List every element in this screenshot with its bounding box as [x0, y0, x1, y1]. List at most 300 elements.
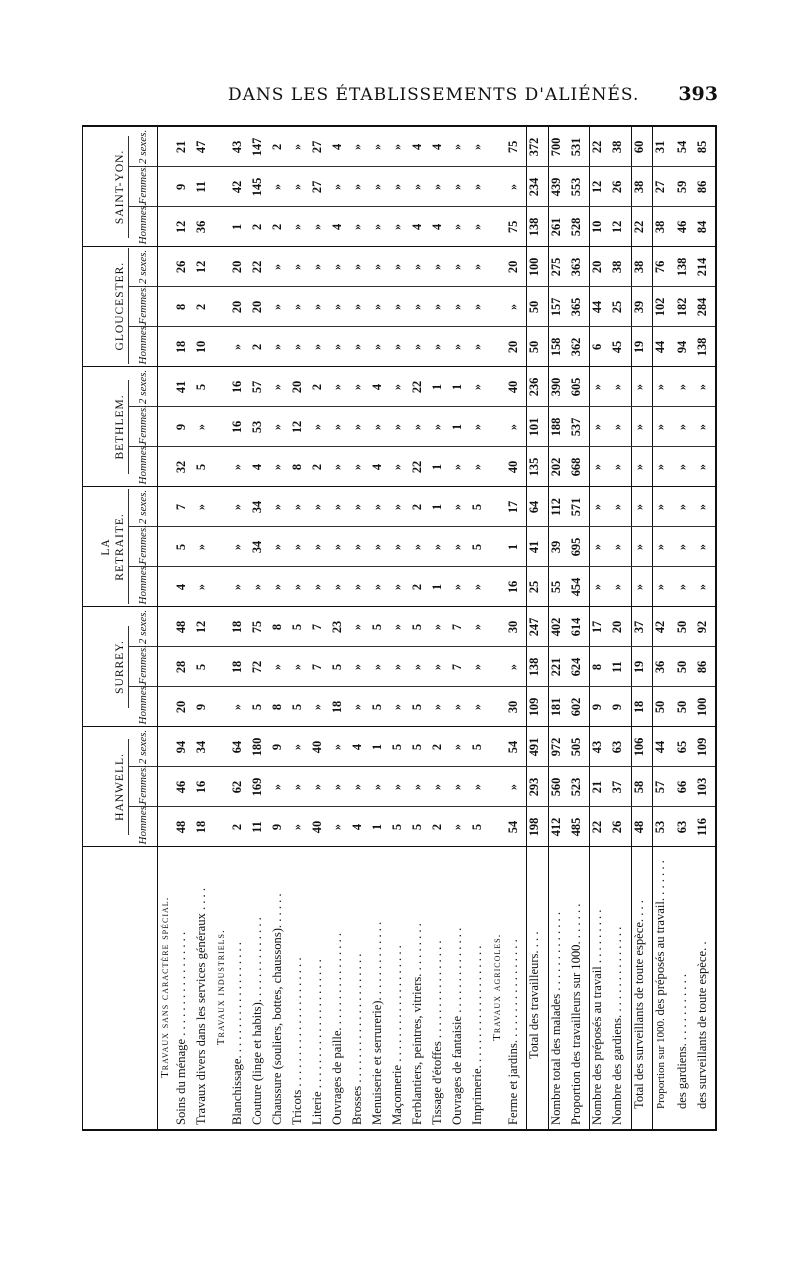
table-row	[470, 127, 490, 1129]
value-cell: 48	[174, 607, 194, 647]
value-cell: 972	[548, 727, 569, 767]
value-cell: 5	[250, 687, 270, 727]
value-cell: 12	[590, 167, 611, 207]
subheader-cell: Hommes.	[129, 207, 158, 247]
value-cell: 106	[631, 727, 652, 767]
value-cell: 19	[631, 647, 652, 687]
value-cell: 76	[653, 247, 675, 287]
value-cell: »	[450, 727, 470, 767]
value-cell: 8	[270, 607, 290, 647]
value-cell: 42	[230, 167, 250, 207]
value-cell: »	[310, 687, 330, 727]
value-cell: 27	[310, 167, 330, 207]
value-cell: »	[470, 567, 490, 607]
empty-cell	[490, 807, 506, 847]
table-row	[506, 127, 527, 1129]
empty-cell	[214, 247, 230, 287]
subheader-cell: 2 sexes.	[129, 727, 158, 767]
value-cell: »	[370, 287, 390, 327]
value-cell: 412	[548, 807, 569, 847]
value-cell: »	[290, 807, 310, 847]
empty-cell	[158, 127, 175, 167]
value-cell: 38	[631, 167, 652, 207]
value-cell: 8	[290, 447, 310, 487]
value-cell: 402	[548, 607, 569, 647]
subheader-cell: Hommes.	[129, 687, 158, 727]
value-cell: 275	[548, 247, 569, 287]
value-cell: 58	[631, 767, 652, 807]
value-cell: 26	[610, 807, 631, 847]
value-cell: 147	[250, 127, 270, 167]
proportion-group-label: Proportion sur 1000.	[655, 1015, 668, 1109]
value-cell: »	[390, 607, 410, 647]
value-cell: 38	[653, 207, 675, 247]
value-cell: »	[330, 767, 350, 807]
empty-cell	[490, 127, 506, 167]
value-cell: 198	[527, 807, 548, 847]
value-cell: 50	[527, 287, 548, 327]
value-cell: 624	[569, 647, 590, 687]
table-row	[270, 127, 290, 1129]
value-cell: 11	[250, 807, 270, 847]
value-cell: »	[330, 247, 350, 287]
page-number: 393	[678, 83, 718, 105]
value-cell: 18	[330, 687, 350, 727]
value-cell: »	[350, 247, 370, 287]
value-cell: »	[610, 407, 631, 447]
value-cell: »	[430, 247, 450, 287]
table-row	[194, 127, 214, 1129]
value-cell: 4	[350, 807, 370, 847]
value-cell: »	[370, 567, 390, 607]
subheader-cell: Hommes.	[129, 807, 158, 847]
value-cell: »	[370, 247, 390, 287]
value-cell: »	[450, 327, 470, 367]
empty-cell	[158, 207, 175, 247]
value-cell: 32	[174, 447, 194, 487]
value-cell: »	[410, 527, 430, 567]
table-row	[653, 127, 675, 1129]
value-cell: »	[430, 687, 450, 727]
row-label: Ouvrages de paille. . . . . . . . . . . . . . . .	[330, 847, 350, 1129]
empty-cell	[214, 327, 230, 367]
subheader-cell: 2 sexes.	[129, 367, 158, 407]
value-cell: 7	[310, 647, 330, 687]
value-cell: 390	[548, 367, 569, 407]
value-cell: »	[290, 207, 310, 247]
value-cell: »	[350, 527, 370, 567]
value-cell: 50	[675, 687, 695, 727]
value-cell: 5	[470, 527, 490, 567]
value-cell: 9	[590, 687, 611, 727]
value-cell: »	[270, 767, 290, 807]
value-cell: 5	[194, 447, 214, 487]
value-cell: »	[350, 167, 370, 207]
value-cell: 103	[695, 767, 715, 807]
value-cell: 454	[569, 567, 590, 607]
inst-header-bethlem: BETHLEM.	[83, 367, 129, 487]
value-cell: 4	[430, 127, 450, 167]
row-label: Tissage d'étoffes . . . . . . . . . . . . . . . .	[430, 847, 450, 1129]
value-cell: »	[450, 167, 470, 207]
value-cell: »	[675, 447, 695, 487]
value-cell: »	[675, 407, 695, 447]
value-cell: 491	[527, 727, 548, 767]
value-cell: »	[390, 167, 410, 207]
value-cell: 4	[174, 567, 194, 607]
empty-cell	[214, 527, 230, 567]
value-cell: 100	[527, 247, 548, 287]
value-cell: 614	[569, 607, 590, 647]
value-cell: 47	[194, 127, 214, 167]
value-cell: »	[310, 247, 330, 287]
value-cell: 109	[695, 727, 715, 767]
empty-cell	[158, 407, 175, 447]
value-cell: 5	[290, 687, 310, 727]
value-cell: 2	[270, 127, 290, 167]
value-cell: 40	[506, 447, 527, 487]
workers-statistics-table	[83, 126, 715, 1129]
table-row	[675, 127, 695, 1129]
empty-cell	[158, 807, 175, 847]
value-cell: 34	[250, 527, 270, 567]
value-cell: 1	[430, 487, 450, 527]
value-cell: 54	[506, 807, 527, 847]
value-cell: 1	[370, 727, 390, 767]
value-cell: 59	[675, 167, 695, 207]
value-cell: 34	[250, 487, 270, 527]
value-cell: »	[430, 647, 450, 687]
corner-cell	[83, 847, 158, 1129]
value-cell: 57	[250, 367, 270, 407]
value-cell: »	[470, 687, 490, 727]
value-cell: »	[370, 767, 390, 807]
value-cell: »	[330, 567, 350, 607]
value-cell: 50	[653, 687, 675, 727]
value-cell: »	[270, 527, 290, 567]
table-row	[230, 127, 250, 1129]
empty-cell	[490, 207, 506, 247]
value-cell: 2	[430, 727, 450, 767]
value-cell: 236	[527, 367, 548, 407]
row-label: Total des travailleurs. . . .	[527, 847, 548, 1129]
value-cell: 234	[527, 167, 548, 207]
empty-cell	[490, 767, 506, 807]
value-cell: »	[410, 247, 430, 287]
value-cell: »	[610, 567, 631, 607]
value-cell: 4	[430, 207, 450, 247]
row-label: Couture (linge et habits). . . . . . . . . . . . . .	[250, 847, 270, 1129]
value-cell: 26	[610, 167, 631, 207]
row-label: Total des surveillants de toute espèce. . . .	[631, 847, 652, 1129]
value-cell: »	[290, 287, 310, 327]
value-cell: 9	[610, 687, 631, 727]
value-cell: 5	[290, 607, 310, 647]
value-cell: 1	[506, 527, 527, 567]
value-cell: »	[390, 247, 410, 287]
value-cell: »	[310, 487, 330, 527]
value-cell: 22	[410, 447, 430, 487]
empty-cell	[214, 807, 230, 847]
value-cell: »	[631, 447, 652, 487]
value-cell: 5	[194, 647, 214, 687]
value-cell: 12	[194, 247, 214, 287]
value-cell: 8	[270, 687, 290, 727]
value-cell: 30	[506, 607, 527, 647]
value-cell: 528	[569, 207, 590, 247]
value-cell: 23	[330, 607, 350, 647]
table-row	[350, 127, 370, 1129]
inst-header-surrey: SURREY.	[83, 607, 129, 727]
empty-cell	[490, 367, 506, 407]
value-cell: 571	[569, 487, 590, 527]
table-row	[695, 127, 715, 1129]
value-cell: 28	[174, 647, 194, 687]
value-cell: »	[430, 167, 450, 207]
value-cell: 18	[631, 687, 652, 727]
value-cell: 20	[506, 247, 527, 287]
value-cell: »	[350, 687, 370, 727]
value-cell: 138	[527, 207, 548, 247]
value-cell: »	[590, 407, 611, 447]
value-cell: »	[631, 527, 652, 567]
value-cell: 439	[548, 167, 569, 207]
value-cell: »	[675, 527, 695, 567]
empty-cell	[490, 727, 506, 767]
value-cell: 64	[230, 727, 250, 767]
value-cell: 1	[450, 407, 470, 447]
section-agricoles-row	[490, 127, 506, 1129]
value-cell: 188	[548, 407, 569, 447]
value-cell: 605	[569, 367, 590, 407]
value-cell: 72	[250, 647, 270, 687]
value-cell: »	[350, 407, 370, 447]
value-cell: 66	[675, 767, 695, 807]
value-cell: »	[390, 567, 410, 607]
value-cell: »	[430, 327, 450, 367]
value-cell: »	[370, 487, 390, 527]
value-cell: »	[310, 207, 330, 247]
table-row	[330, 127, 350, 1129]
value-cell: »	[590, 527, 611, 567]
value-cell: »	[631, 407, 652, 447]
value-cell: 17	[590, 607, 611, 647]
value-cell: »	[430, 287, 450, 327]
value-cell: »	[194, 487, 214, 527]
value-cell: »	[350, 287, 370, 327]
empty-cell	[158, 527, 175, 567]
value-cell: »	[450, 807, 470, 847]
value-cell: 19	[631, 327, 652, 367]
value-cell: »	[310, 327, 330, 367]
value-cell: »	[390, 407, 410, 447]
value-cell: 4	[330, 127, 350, 167]
value-cell: 62	[230, 767, 250, 807]
empty-cell	[214, 687, 230, 727]
value-cell: 16	[230, 407, 250, 447]
table-row	[527, 127, 548, 1129]
row-label: Nombre des gardiens. . . . . . . . . . . . . . .	[610, 847, 631, 1129]
value-cell: »	[330, 807, 350, 847]
table-body	[158, 127, 716, 1129]
running-title: DANS LES ÉTABLISSEMENTS D'ALIÉNÉS.	[228, 85, 640, 105]
value-cell: »	[270, 447, 290, 487]
row-label: Nombre total des malades . . . . . . . . . . . . .	[548, 847, 569, 1129]
empty-cell	[214, 767, 230, 807]
value-cell: 138	[695, 327, 715, 367]
value-cell: 7	[450, 607, 470, 647]
empty-cell	[214, 487, 230, 527]
value-cell: »	[390, 367, 410, 407]
value-cell: 145	[250, 167, 270, 207]
row-label: Travaux divers dans les services généraux . . . .	[194, 847, 214, 1129]
value-cell: 5	[194, 367, 214, 407]
value-cell: 138	[675, 247, 695, 287]
value-cell: »	[310, 527, 330, 567]
value-cell: »	[450, 567, 470, 607]
value-cell: »	[610, 367, 631, 407]
value-cell: 65	[675, 727, 695, 767]
value-cell: »	[270, 567, 290, 607]
value-cell: »	[390, 287, 410, 327]
value-cell: 5	[330, 647, 350, 687]
value-cell: »	[506, 407, 527, 447]
subheader-cell: 2 sexes.	[129, 487, 158, 527]
value-cell: »	[450, 487, 470, 527]
statistics-table-frame	[82, 125, 717, 1131]
value-cell: 84	[695, 207, 715, 247]
empty-cell	[158, 327, 175, 367]
section-industriels-row	[214, 127, 230, 1129]
value-cell: »	[653, 407, 675, 447]
value-cell: »	[470, 127, 490, 167]
value-cell: 2	[194, 287, 214, 327]
empty-cell	[214, 447, 230, 487]
empty-cell	[158, 567, 175, 607]
value-cell: »	[310, 407, 330, 447]
value-cell: »	[590, 447, 611, 487]
value-cell: »	[653, 567, 675, 607]
value-cell: 92	[695, 607, 715, 647]
empty-cell	[214, 607, 230, 647]
value-cell: 27	[310, 127, 330, 167]
value-cell: »	[450, 687, 470, 727]
value-cell: »	[330, 367, 350, 407]
value-cell: »	[506, 287, 527, 327]
value-cell: 36	[194, 207, 214, 247]
value-cell: 202	[548, 447, 569, 487]
value-cell: »	[350, 327, 370, 367]
value-cell: 8	[590, 647, 611, 687]
empty-cell	[214, 727, 230, 767]
value-cell: 4	[250, 447, 270, 487]
empty-cell	[490, 567, 506, 607]
value-cell: 44	[590, 287, 611, 327]
value-cell: 7	[174, 487, 194, 527]
value-cell: »	[230, 567, 250, 607]
value-cell: 247	[527, 607, 548, 647]
value-cell: 4	[370, 367, 390, 407]
value-cell: 2	[310, 447, 330, 487]
value-cell: 5	[390, 727, 410, 767]
value-cell: »	[390, 207, 410, 247]
value-cell: 9	[174, 167, 194, 207]
value-cell: 284	[695, 287, 715, 327]
subheader-cell: 2 sexes.	[129, 247, 158, 287]
row-label: Ferblantiers, peintres, vitriers. . . . . . . . .	[410, 847, 430, 1129]
value-cell: »	[470, 247, 490, 287]
row-label: Chaussure (souliers, bottes, chaussons). . . . . .	[270, 847, 290, 1129]
value-cell: »	[470, 647, 490, 687]
empty-cell	[158, 647, 175, 687]
subheader-cell: Hommes.	[129, 447, 158, 487]
row-label: Proportion des travailleurs sur 1000. . . . . . .	[569, 847, 590, 1129]
row-label: Ferme et jardins. . . . . . . . . . . . . . . . .	[506, 847, 527, 1129]
value-cell: 11	[194, 167, 214, 207]
value-cell: 45	[610, 327, 631, 367]
empty-cell	[214, 127, 230, 167]
value-cell: 94	[174, 727, 194, 767]
inst-header-la-retraite: LA RETRAITE.	[83, 487, 129, 607]
value-cell: 12	[174, 207, 194, 247]
value-cell: 57	[653, 767, 675, 807]
value-cell: »	[290, 247, 310, 287]
value-cell: 50	[675, 607, 695, 647]
value-cell: »	[675, 487, 695, 527]
value-cell: 8	[174, 287, 194, 327]
value-cell: »	[590, 487, 611, 527]
value-cell: »	[631, 567, 652, 607]
value-cell: »	[350, 767, 370, 807]
subheader-cell: 2 sexes.	[129, 127, 158, 167]
value-cell: »	[230, 527, 250, 567]
value-cell: 169	[250, 767, 270, 807]
value-cell: 9	[270, 807, 290, 847]
inst-header-hanwell: HANWELL.	[83, 727, 129, 847]
value-cell: »	[610, 487, 631, 527]
value-cell: »	[270, 327, 290, 367]
value-cell: »	[370, 647, 390, 687]
value-cell: »	[695, 567, 715, 607]
value-cell: 5	[370, 607, 390, 647]
subheader-cell: Femmes.	[129, 647, 158, 687]
value-cell: 4	[330, 207, 350, 247]
value-cell: 42	[653, 607, 675, 647]
empty-cell	[214, 167, 230, 207]
value-cell: 221	[548, 647, 569, 687]
value-cell: »	[470, 607, 490, 647]
empty-cell	[158, 287, 175, 327]
value-cell: 5	[410, 727, 430, 767]
value-cell: »	[470, 167, 490, 207]
value-cell: »	[470, 367, 490, 407]
empty-cell	[214, 567, 230, 607]
value-cell: »	[290, 487, 310, 527]
value-cell: 5	[410, 607, 430, 647]
value-cell: »	[390, 647, 410, 687]
value-cell: »	[695, 527, 715, 567]
value-cell: »	[506, 167, 527, 207]
value-cell: »	[390, 327, 410, 367]
value-cell: »	[450, 447, 470, 487]
value-cell: 2	[430, 807, 450, 847]
inst-header-saint-yon: SAINT-YON.	[83, 127, 129, 247]
value-cell: 293	[527, 767, 548, 807]
value-cell: »	[250, 567, 270, 607]
value-cell: »	[590, 567, 611, 607]
value-cell: »	[194, 527, 214, 567]
value-cell: 560	[548, 767, 569, 807]
